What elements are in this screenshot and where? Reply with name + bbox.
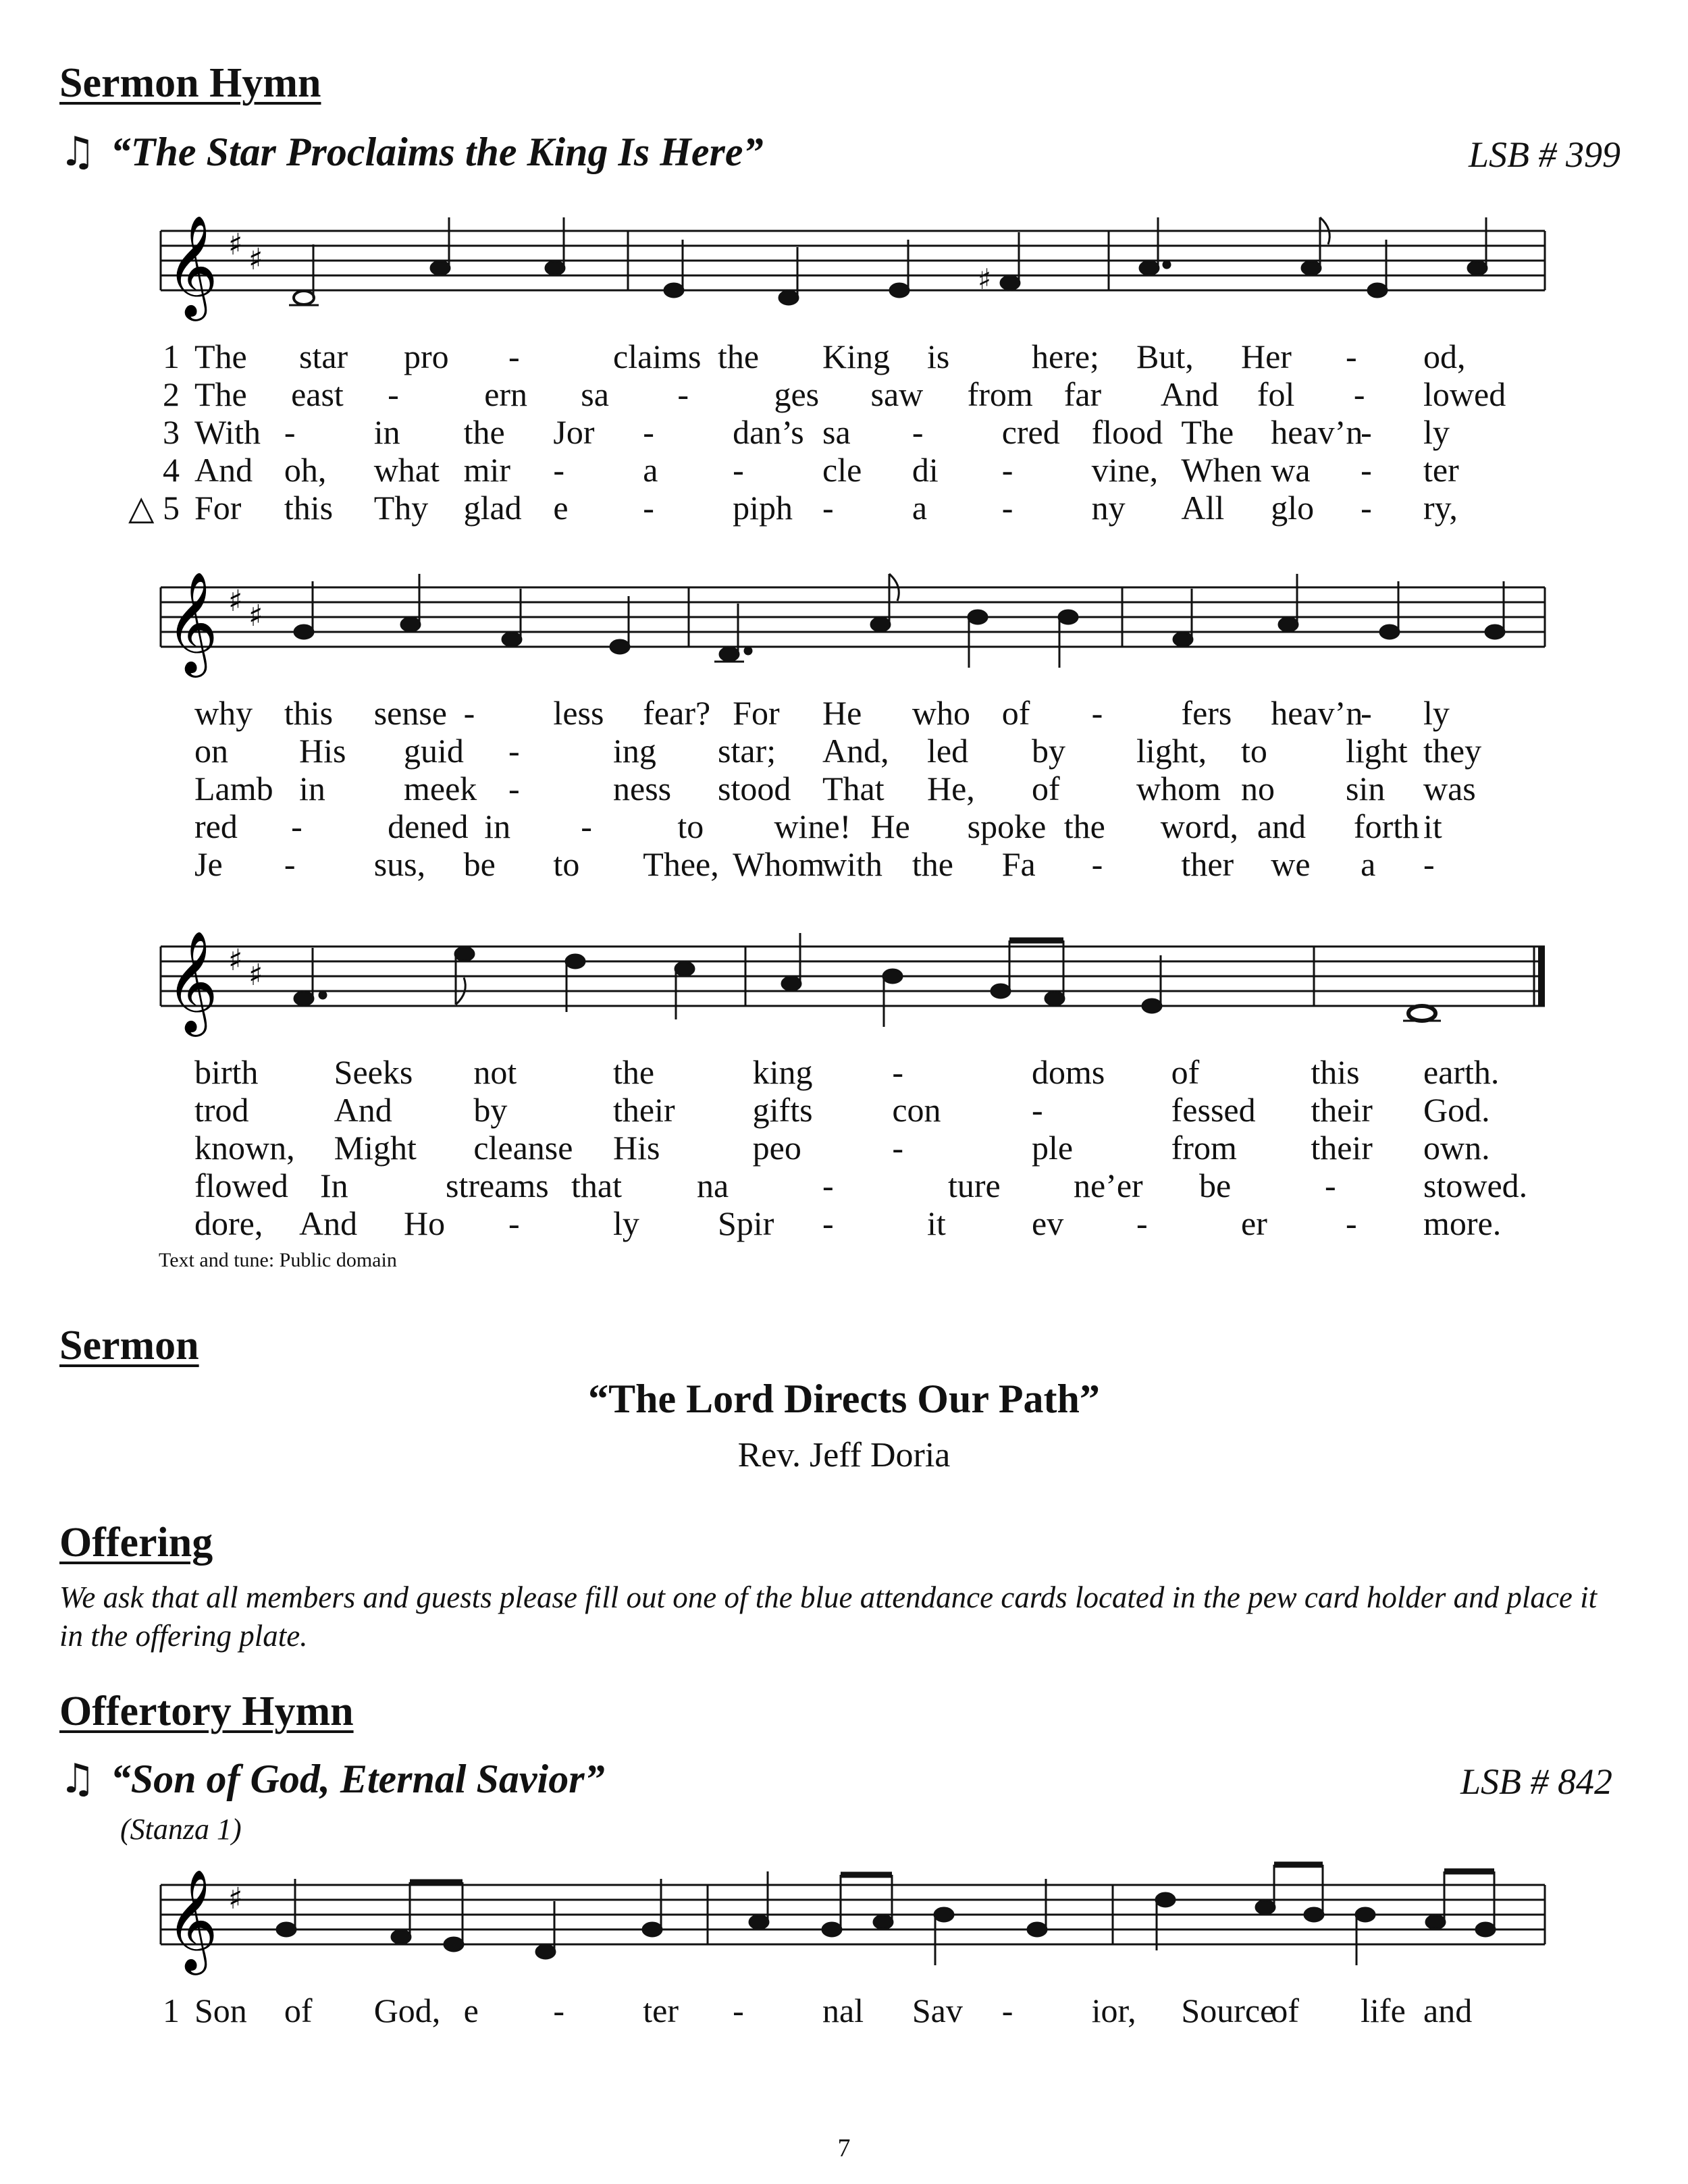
lyric-syllable: He, xyxy=(927,770,975,807)
lyric-syllable: far xyxy=(1063,375,1102,413)
lyric-syllable: mir xyxy=(463,451,510,489)
lyric-syllable: - xyxy=(1091,845,1103,883)
hymn-system-3 xyxy=(154,913,1553,1242)
stanza-number: 1 xyxy=(163,338,180,375)
lyric-syllable: ple xyxy=(1032,1129,1074,1167)
lyric-syllable: to xyxy=(677,807,704,845)
lyric-line xyxy=(53,1091,1490,1129)
lyric-syllable: And xyxy=(299,1204,358,1242)
lyric-syllable: - xyxy=(822,1167,834,1204)
lyric-syllable: nal xyxy=(822,1992,864,2029)
lyric-syllable: fear? xyxy=(643,694,711,732)
music-note-icon: ♫ xyxy=(59,1755,96,1803)
lyric-syllable: a xyxy=(1361,845,1376,883)
lyric-syllable: For xyxy=(733,694,780,732)
lyric-syllable: red xyxy=(194,807,238,845)
lyric-syllable: light xyxy=(1346,732,1408,770)
lyric-syllable: Source xyxy=(1181,1992,1275,2029)
lyric-syllable: on xyxy=(194,732,228,770)
lyric-syllable: - xyxy=(1361,413,1372,451)
lyric-syllable: Thee, xyxy=(643,845,719,883)
lyric-syllable: this xyxy=(284,694,334,732)
svg-text:♯: ♯ xyxy=(978,263,992,296)
lyric-syllable: - xyxy=(1001,451,1013,489)
hymn-credit: Text and tune: Public domain xyxy=(159,1249,397,1271)
offertory-hymn-heading: Offertory Hymn xyxy=(59,1688,354,1734)
lyric-syllable: the xyxy=(613,1053,655,1091)
lyric-syllable: sin xyxy=(1346,770,1386,807)
lyric-syllable: to xyxy=(553,845,580,883)
lyric-syllable: od, xyxy=(1423,338,1466,375)
offering-instruction: We ask that all members and guests please fill out one of the blue attendance cards located in the pew card holder and place it in the offering plate. xyxy=(59,1580,1598,1653)
lyric-syllable: Spir xyxy=(718,1204,774,1242)
lyric-syllable: glo xyxy=(1271,489,1315,527)
lyric-syllable: lowed xyxy=(1423,375,1506,413)
lyric-syllable: - xyxy=(291,807,302,845)
lyric-syllable: the xyxy=(1063,807,1105,845)
lyric-syllable: peo xyxy=(752,1129,801,1167)
lyric-syllable: God. xyxy=(1423,1091,1490,1129)
lyric-line xyxy=(53,413,1452,451)
lyric-syllable: they xyxy=(1423,732,1482,770)
sermon-hymn-title-text: “The Star Proclaims the King Is Here” xyxy=(110,130,764,174)
lyric-syllable: The xyxy=(194,375,247,413)
lyric-syllable: birth xyxy=(194,1053,259,1091)
sermon-hymn-title xyxy=(59,128,764,176)
lyric-syllable: God, xyxy=(373,1992,441,2029)
lyric-line xyxy=(53,807,1452,845)
lyric-syllable: e xyxy=(553,489,569,527)
sermon-hymn-lyrics-system-1 xyxy=(53,338,1506,527)
sermon-heading: Sermon xyxy=(59,1323,199,1368)
lyric-syllable: star; xyxy=(718,732,776,770)
stanza-note: (Stanza 1) xyxy=(120,1813,242,1846)
lyric-syllable: earth. xyxy=(1423,1053,1500,1091)
lyric-syllable: - xyxy=(1091,694,1103,732)
lyric-syllable: heav’n xyxy=(1271,694,1363,732)
lyric-syllable: of xyxy=(284,1992,313,2029)
lyric-syllable: ny xyxy=(1091,489,1126,527)
lyric-syllable: Might xyxy=(334,1129,417,1167)
lyric-syllable: no xyxy=(1241,770,1275,807)
lyric-syllable: their xyxy=(613,1091,675,1129)
lyric-syllable: - xyxy=(1001,489,1013,527)
lyric-syllable: ev xyxy=(1032,1204,1064,1242)
lyric-syllable: in xyxy=(484,807,511,845)
lyric-syllable: heav’n xyxy=(1271,413,1363,451)
lyric-syllable: of xyxy=(1271,1992,1299,2029)
lyric-line xyxy=(53,1129,1490,1167)
lyric-syllable: doms xyxy=(1032,1053,1105,1091)
lyric-syllable: ly xyxy=(1423,694,1450,732)
lyric-syllable: ness xyxy=(613,770,672,807)
lyric-syllable: in xyxy=(299,770,325,807)
lyric-syllable: it xyxy=(1423,807,1442,845)
lyric-syllable: trod xyxy=(194,1091,249,1129)
sermon-hymn-lyrics-system-3 xyxy=(53,1053,1528,1242)
lyric-syllable: That xyxy=(822,770,885,807)
lyric-syllable: whom xyxy=(1136,770,1221,807)
offertory-system-1 xyxy=(154,1851,1553,2029)
lyric-syllable: east xyxy=(291,375,344,413)
treble-clef-icon: 𝄞 xyxy=(166,1868,218,1971)
stanza-number: △ 5 xyxy=(128,489,180,527)
lyric-syllable: fessed xyxy=(1171,1091,1256,1129)
treble-clef-icon: 𝄞 xyxy=(166,570,218,673)
lyric-syllable: He xyxy=(870,807,910,845)
lyric-syllable: - xyxy=(508,732,520,770)
lyric-syllable: - xyxy=(284,413,296,451)
lyric-syllable: claims xyxy=(613,338,702,375)
lyric-syllable: we xyxy=(1271,845,1311,883)
lyric-syllable: - xyxy=(733,1992,744,2029)
lyric-syllable: be xyxy=(1199,1167,1232,1204)
lyric-syllable: their xyxy=(1311,1129,1373,1167)
lyric-syllable: forth xyxy=(1353,807,1420,845)
lyric-syllable: streams xyxy=(446,1167,549,1204)
lyric-syllable: the xyxy=(912,845,953,883)
lyric-syllable: that xyxy=(571,1167,622,1204)
lyric-syllable: - xyxy=(508,1204,520,1242)
lyric-syllable: His xyxy=(613,1129,660,1167)
lyric-syllable: Fa xyxy=(1001,845,1036,883)
offertory-hymn-number: LSB # 842 xyxy=(1460,1761,1612,1802)
lyric-syllable: life xyxy=(1361,1992,1406,2029)
lyric-syllable: - xyxy=(912,413,924,451)
lyric-syllable: and xyxy=(1423,1992,1473,2029)
lyric-syllable: from xyxy=(1171,1129,1237,1167)
lyric-syllable: of xyxy=(1171,1053,1200,1091)
lyric-syllable: ther xyxy=(1181,845,1234,883)
lyric-syllable: ture xyxy=(948,1167,1001,1204)
svg-text:♯: ♯ xyxy=(248,242,263,277)
svg-text:♯: ♯ xyxy=(228,1882,243,1916)
lyric-syllable: not xyxy=(473,1053,517,1091)
lyric-syllable: led xyxy=(927,732,969,770)
lyric-syllable: - xyxy=(1361,451,1372,489)
lyric-syllable: ing xyxy=(613,732,656,770)
music-note-icon: ♫ xyxy=(59,128,96,176)
offertory-hymn-title-text: “Son of God, Eternal Savior” xyxy=(110,1757,605,1801)
music-staff-4 xyxy=(154,1851,1553,1986)
lyric-syllable: - xyxy=(463,694,475,732)
lyric-syllable: it xyxy=(927,1204,946,1242)
lyric-syllable: Son xyxy=(194,1992,247,2029)
lyric-syllable: Lamb xyxy=(194,770,273,807)
lyric-syllable: by xyxy=(473,1091,508,1129)
lyric-syllable: own. xyxy=(1423,1129,1490,1167)
lyric-syllable: di xyxy=(912,451,939,489)
lyric-syllable: - xyxy=(1353,375,1365,413)
lyric-syllable: dened xyxy=(388,807,469,845)
lyric-line xyxy=(53,375,1506,413)
lyric-syllable: - xyxy=(1346,1204,1357,1242)
lyric-syllable: con xyxy=(892,1091,941,1129)
lyric-syllable: He xyxy=(822,694,862,732)
lyric-syllable: saw xyxy=(870,375,924,413)
lyric-syllable: the xyxy=(718,338,760,375)
final-barline xyxy=(1538,947,1545,1006)
stanza-number: 3 xyxy=(163,413,180,451)
stanza-number: 2 xyxy=(163,375,180,413)
lyric-line xyxy=(53,845,1452,883)
lyric-line xyxy=(53,1992,1473,2029)
lyric-syllable: ior, xyxy=(1091,1992,1136,2029)
music-staff-1 xyxy=(154,197,1553,332)
lyric-syllable: But, xyxy=(1136,338,1194,375)
stanza-number: 4 xyxy=(163,451,180,489)
lyric-syllable: - xyxy=(508,770,520,807)
lyric-syllable: ly xyxy=(613,1204,639,1242)
lyric-syllable: cleanse xyxy=(473,1129,573,1167)
lyric-syllable: - xyxy=(508,338,520,375)
lyric-syllable: piph xyxy=(733,489,793,527)
lyric-syllable: - xyxy=(553,1992,565,2029)
lyric-syllable: a xyxy=(643,451,658,489)
lyric-syllable: why xyxy=(194,694,253,732)
lyric-syllable: flood xyxy=(1091,413,1163,451)
svg-text:♯: ♯ xyxy=(248,958,263,992)
lyric-syllable: flowed xyxy=(194,1167,288,1204)
lyric-syllable: star xyxy=(299,338,348,375)
lyric-syllable: was xyxy=(1423,770,1476,807)
lyric-syllable: sa xyxy=(581,375,609,413)
lyric-syllable: ern xyxy=(484,375,528,413)
sermon-hymn-lyrics-system-2 xyxy=(53,694,1482,883)
lyric-line xyxy=(53,451,1459,489)
lyric-syllable: wine! xyxy=(774,807,851,845)
lyric-syllable: dore, xyxy=(194,1204,263,1242)
lyric-syllable: dan’s xyxy=(733,413,804,451)
lyric-syllable: and xyxy=(1257,807,1307,845)
lyric-syllable: here; xyxy=(1032,338,1099,375)
lyric-syllable: Ho xyxy=(404,1204,446,1242)
lyric-syllable: Jor xyxy=(553,413,595,451)
lyric-syllable: - xyxy=(1032,1091,1043,1129)
lyric-syllable: er xyxy=(1241,1204,1267,1242)
lyric-syllable: their xyxy=(1311,1091,1373,1129)
lyric-syllable: - xyxy=(1361,489,1372,527)
lyric-syllable: - xyxy=(1001,1992,1013,2029)
lyric-syllable: sa xyxy=(822,413,851,451)
lyric-syllable: pro xyxy=(404,338,449,375)
lyric-syllable: meek xyxy=(404,770,477,807)
lyric-syllable: - xyxy=(1423,845,1435,883)
lyric-syllable: fol xyxy=(1257,375,1295,413)
lyric-syllable: ges xyxy=(774,375,820,413)
lyric-syllable: vine, xyxy=(1091,451,1159,489)
lyric-syllable: - xyxy=(892,1129,903,1167)
lyric-syllable: word, xyxy=(1160,807,1239,845)
lyric-syllable: stowed. xyxy=(1423,1167,1528,1204)
lyric-syllable: glad xyxy=(463,489,522,527)
lyric-line xyxy=(53,1167,1528,1204)
svg-text:♯: ♯ xyxy=(228,584,243,618)
music-staff-2 xyxy=(154,554,1553,689)
lyric-syllable: gifts xyxy=(752,1091,813,1129)
lyric-syllable: what xyxy=(373,451,440,489)
lyric-syllable: For xyxy=(194,489,242,527)
lyric-syllable: King xyxy=(822,338,890,375)
lyric-syllable: - xyxy=(892,1053,903,1091)
lyric-syllable: Thy xyxy=(373,489,429,527)
lyric-syllable: who xyxy=(912,694,970,732)
lyric-syllable: wa xyxy=(1271,451,1311,489)
lyric-syllable: with xyxy=(822,845,882,883)
offering-heading: Offering xyxy=(59,1520,213,1566)
lyric-syllable: - xyxy=(553,451,565,489)
lyric-syllable: - xyxy=(1325,1167,1336,1204)
lyric-syllable: And, xyxy=(822,732,889,770)
hymn-system-1 xyxy=(128,197,1553,527)
lyric-syllable: Je xyxy=(194,845,223,883)
lyric-syllable: ne’er xyxy=(1074,1167,1143,1204)
stanza-number: 1 xyxy=(163,1992,180,2029)
lyric-syllable: ter xyxy=(1423,451,1459,489)
lyric-syllable: And xyxy=(1160,375,1219,413)
lyric-syllable: sense xyxy=(373,694,448,732)
page-number: 7 xyxy=(837,2134,851,2162)
hymn-system-2 xyxy=(154,554,1553,883)
lyric-syllable: be xyxy=(463,845,496,883)
lyric-syllable: - xyxy=(388,375,399,413)
lyric-syllable: light, xyxy=(1136,732,1207,770)
offertory-hymn-title xyxy=(59,1755,605,1803)
treble-clef-icon: 𝄞 xyxy=(166,930,218,1032)
lyric-syllable: from xyxy=(967,375,1033,413)
lyric-syllable: less xyxy=(553,694,604,732)
lyric-syllable: na xyxy=(697,1167,729,1204)
lyric-syllable: - xyxy=(677,375,689,413)
lyric-line xyxy=(53,1053,1500,1091)
lyric-syllable: Her xyxy=(1241,338,1292,375)
lyric-syllable: In xyxy=(320,1167,348,1204)
sermon-hymn-number: LSB # 399 xyxy=(1468,134,1620,175)
lyric-line xyxy=(53,1204,1502,1242)
lyric-syllable: ly xyxy=(1423,413,1450,451)
offertory-hymn-lyrics-system-1 xyxy=(53,1992,1473,2029)
lyric-syllable: The xyxy=(194,338,247,375)
lyric-line xyxy=(53,770,1476,807)
lyric-syllable: And xyxy=(334,1091,392,1129)
music-staff-3 xyxy=(154,913,1553,1048)
lyric-syllable: - xyxy=(284,845,296,883)
lyric-syllable: in xyxy=(373,413,400,451)
lyric-syllable: - xyxy=(643,489,654,527)
lyric-syllable: more. xyxy=(1423,1204,1502,1242)
lyric-syllable: - xyxy=(822,489,834,527)
lyric-syllable: - xyxy=(822,1204,834,1242)
lyric-syllable: to xyxy=(1241,732,1267,770)
lyric-line xyxy=(53,338,1466,375)
lyric-syllable: sus, xyxy=(373,845,426,883)
lyric-syllable: - xyxy=(643,413,654,451)
lyric-syllable: spoke xyxy=(967,807,1047,845)
lyric-line xyxy=(53,694,1452,732)
lyric-syllable: by xyxy=(1032,732,1065,770)
lyric-syllable: Sav xyxy=(912,1992,963,2029)
lyric-syllable: Whom xyxy=(733,845,825,883)
lyric-syllable: this xyxy=(1311,1053,1360,1091)
sermon-preacher: Rev. Jeff Doria xyxy=(737,1436,951,1474)
treble-clef-icon: 𝄞 xyxy=(166,214,218,317)
lyric-syllable: this xyxy=(284,489,334,527)
lyric-syllable: e xyxy=(463,1992,479,2029)
lyric-syllable: the xyxy=(463,413,505,451)
lyric-syllable: ter xyxy=(643,1992,679,2029)
sermon-title: “The Lord Directs Our Path” xyxy=(588,1377,1100,1421)
lyric-syllable: cred xyxy=(1001,413,1060,451)
lyric-syllable: known, xyxy=(194,1129,295,1167)
lyric-syllable: With xyxy=(194,413,261,451)
lyric-syllable: When xyxy=(1181,451,1262,489)
lyric-syllable: fers xyxy=(1181,694,1232,732)
lyric-syllable: stood xyxy=(718,770,791,807)
lyric-syllable: The xyxy=(1181,413,1234,451)
svg-text:♯: ♯ xyxy=(228,943,243,978)
lyric-syllable: is xyxy=(927,338,950,375)
key-signature-icon: ♯ xyxy=(228,228,243,262)
lyric-syllable: of xyxy=(1001,694,1030,732)
lyric-syllable: cle xyxy=(822,451,862,489)
lyric-syllable: All xyxy=(1181,489,1225,527)
lyric-syllable: - xyxy=(1136,1204,1148,1242)
sermon-hymn-heading: Sermon Hymn xyxy=(59,60,321,106)
lyric-syllable: - xyxy=(1361,694,1372,732)
lyric-line xyxy=(53,489,1458,527)
lyric-line xyxy=(53,732,1482,770)
lyric-syllable: And xyxy=(194,451,253,489)
lyric-syllable: guid xyxy=(404,732,464,770)
lyric-syllable: - xyxy=(1346,338,1357,375)
lyric-syllable: oh, xyxy=(284,451,327,489)
lyric-syllable: of xyxy=(1032,770,1060,807)
svg-text:♯: ♯ xyxy=(248,599,263,633)
lyric-syllable: king xyxy=(752,1053,813,1091)
lyric-syllable: - xyxy=(581,807,592,845)
lyric-syllable: His xyxy=(299,732,346,770)
lyric-syllable: - xyxy=(733,451,744,489)
lyric-syllable: ry, xyxy=(1423,489,1458,527)
lyric-syllable: a xyxy=(912,489,928,527)
lyric-syllable: Seeks xyxy=(334,1053,413,1091)
